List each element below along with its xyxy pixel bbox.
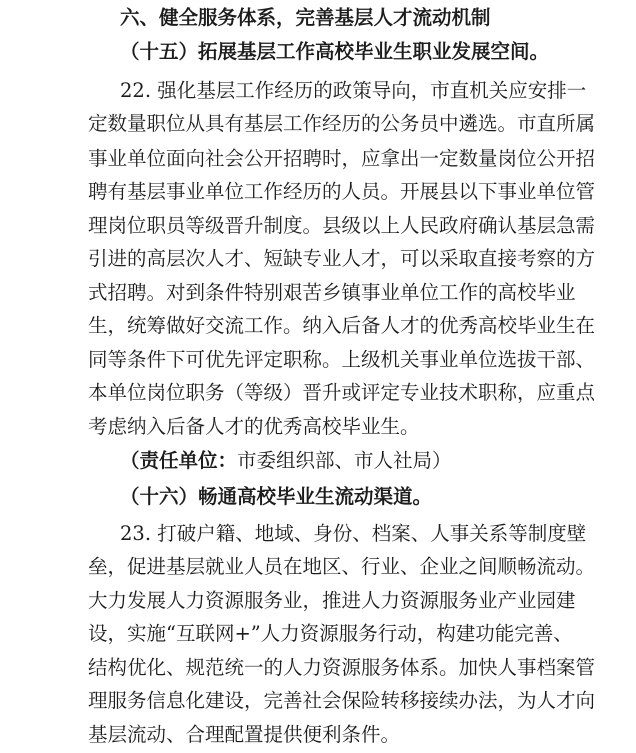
paragraph-22-line: 理岗位职员等级晋升制度。县级以上人民政府确认基层急需 [88,213,596,237]
paragraph-23-line: 23. 打破户籍、地域、身份、档案、人事关系等制度壁 [120,521,587,545]
paragraph-22-line: 生，统筹做好交流工作。纳入后备人才的优秀高校毕业生在 [88,314,596,338]
paragraph-23-line: 结构优化、规范统一的人力资源服务体系。加快人事档案管 [88,655,596,679]
paragraph-22-line: 考虑纳入后备人才的优秀高校毕业生。 [88,414,420,438]
paragraph-23-line: 理服务信息化建设，完善社会保险转移接续办法，为人才向 [88,689,596,713]
paragraph-23-line: 设，实施“互联网+”人力资源服务行动，构建功能完善、 [88,622,573,646]
paragraph-23-line: 基层流动、合理配置提供便利条件。 [88,723,401,746]
responsible-units-text: 市委组织部、市人社局） [237,449,452,473]
responsible-label: （责任单位： [120,449,238,473]
responsible-units [120,449,548,473]
paragraph-23-line: 大力发展人力资源服务业，推进人力资源服务业产业园建 [88,588,576,612]
paragraph-22-line: 同等条件下可优先评定职称。上级机关事业单位选拔干部、 [88,347,596,371]
paragraph-22-line: 定数量职位从具有基层工作经历的公务员中遴选。市直所属 [88,112,596,136]
paragraph-22-line: 式招聘。对到条件特别艰苦乡镇事业单位工作的高校毕业 [88,280,576,304]
paragraph-22-line: 引进的高层次人才、短缺专业人才，可以采取直接考察的方 [88,247,596,271]
paragraph-22-line: 事业单位面向社会公开招聘时，应拿出一定数量岗位公开招 [88,146,596,170]
paragraph-23-line: 垒，促进基层就业人员在地区、行业、企业之间顺畅流动。 [88,555,596,579]
subsection-15-title: （十五）拓展基层工作高校毕业生职业发展空间。 [120,39,550,63]
paragraph-22-line: 本单位岗位职务（等级）晋升或评定专业技术职称，应重点 [88,381,596,405]
section-heading: 六、健全服务体系，完善基层人才流动机制 [120,6,491,29]
paragraph-22-line: 聘有基层事业单位工作经历的人员。开展县以下事业单位管 [88,180,596,204]
paragraph-22-line: 22. 强化基层工作经历的政策导向，市直机关应安排一 [120,78,587,102]
subsection-16-title: （十六）畅通高校毕业生流动渠道。 [120,484,433,508]
